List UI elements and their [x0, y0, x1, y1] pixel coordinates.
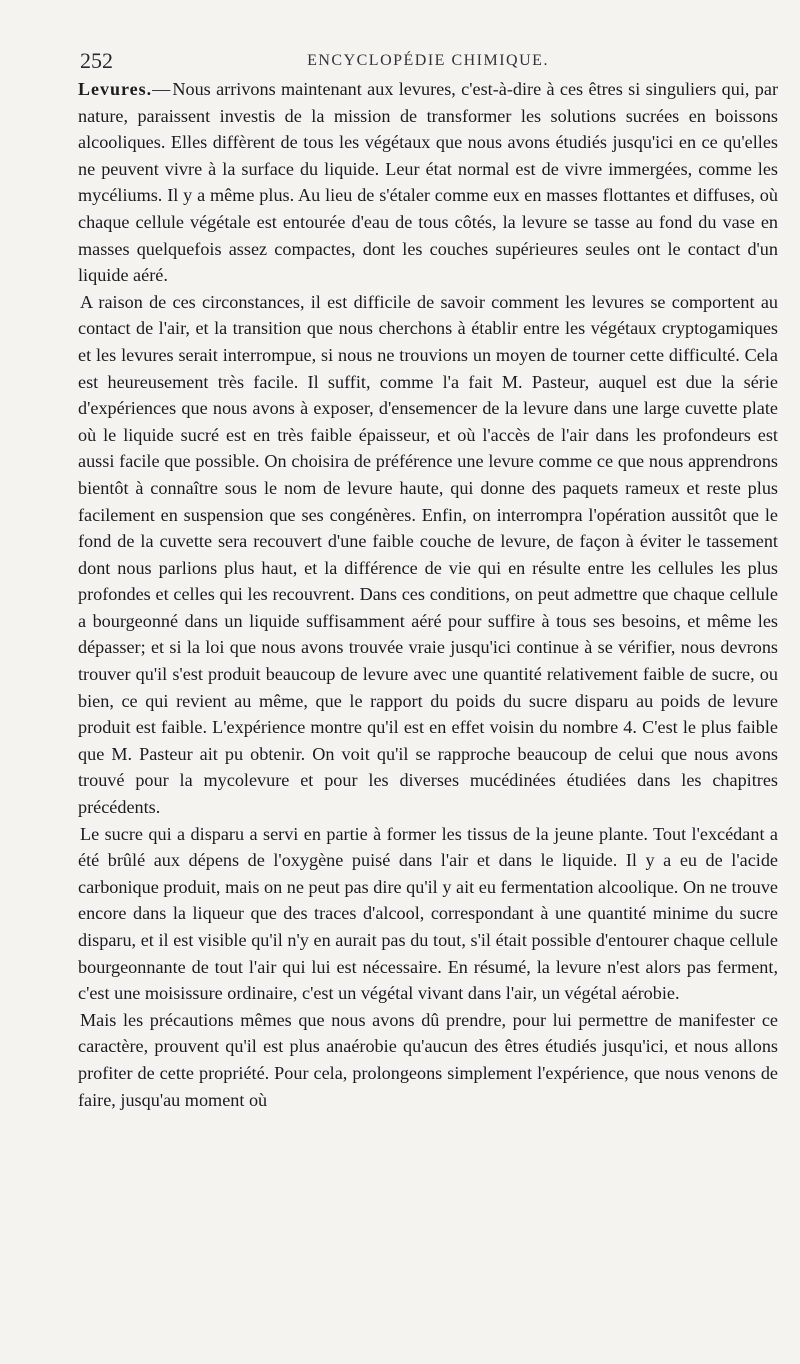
paragraph-1	[78, 76, 778, 289]
body-text	[78, 76, 778, 1113]
heading-dash: —	[152, 79, 171, 99]
paragraph-4: Mais les précautions mêmes que nous avons dû prendre, pour lui permettre de manifester ce caractère, prouvent qu'il est plus anaérobie qu'aucun des êtres étudiés jusqu'ici, et nous allons profiter de cette propriété. Pour cela, prolongeons simplement l'expérience, que nous venons de faire, jusqu'au moment où	[78, 1009, 778, 1110]
paragraph-1-text: Nous arrivons maintenant aux levures, c'est-à-dire à ces êtres si singuliers qui, par nature, paraissent investis de la mission de transformer les solutions sucrées en boissons alcooliques. Elles diffèrent de tous les végétaux que nous avons étudiés jusqu'ici en ce qu'elles ne peuvent vivre à la surface du liquide. Leur état normal est de vivre immergées, comme les mycéliums. Il y a même plus. Au lieu de s'étaler comme eux en masses flottantes et diffuses, où chaque cellule végétale est entourée d'eau de tous côtés, la levure se tasse au fond du vase en masses quelquefois assez compactes, dont les couches supérieures seules ont le contact d'un liquide aéré.	[78, 79, 778, 286]
paragraph-3: Le sucre qui a disparu a servi en partie à former les tissus de la jeune plante. Tout l'excédant a été brûlé aux dépens de l'oxygène puisé dans l'air et dans le liquide. Il y a eu de l'acide carbonique produit, mais on ne peut pas dire qu'il y ait eu fermentation alcoolique. On ne trouve encore dans la liqueur que des traces d'alcool, correspondant à une quantité minime du sucre disparu, et il est visible qu'il n'y en aurait pas du tout, s'il était possible d'entourer chaque cellule bourgeonnante de tout l'air qui lui est nécessaire. En résumé, la levure n'est alors pas ferment, c'est une moisissure ordinaire, c'est un végétal vivant dans l'air, un végétal aérobie.	[78, 823, 778, 1004]
paragraph-2: A raison de ces circonstances, il est difficile de savoir comment les levures se comportent au contact de l'air, et la transition que nous cherchons à établir entre les végétaux cryptogamiques et les levures serait interrompue, si nous ne trouvions un moyen de tourner cette difficulté. Cela est heureusement très facile. Il suffit, comme l'a fait M. Pasteur, auquel est due la série d'expériences que nous avons à exposer, d'ensemencer de la levure dans une large cuvette plate où le liquide sucré est en très faible épaisseur, et où l'accès de l'air dans les profondeurs est aussi facile que possible. On choisira de préférence une levure comme ce que nous apprendrons bientôt à connaître sous le nom de levure haute, qui donne des paquets rameux et reste plus facilement en suspension que ses congénères. Enfin, on interrompra l'opération aussitôt que le fond de la cuvette sera recouvert d'une faible couche de levure, de façon à éviter le tassement dont nous parlions plus haut, et la différence de vie qui en résulte entre les cellules les plus profondes et celles qui les recouvrent. Dans ces conditions, on peut admettre que chaque cellule a bourgeonné dans un liquide suffisamment aéré pour suffire à tous ses besoins, et même les dépasser; et si la loi que nous avons trouvée vraie jusqu'ici continue à se vérifier, nous devrons trouver qu'il s'est produit beaucoup de levure avec une quantité relativement faible de sucre, ou bien, ce qui revient au même, que le rapport du poids du sucre disparu au poids de levure produit est faible. L'expérience montre qu'il est en effet voisin du nombre 4. C'est le plus faible que M. Pasteur ait pu obtenir. On voit qu'il se rapproche beaucoup de celui que nous avons trouvé pour la mycolevure et pour les diverses mucédinées étudiées dans les chapitres précédents.	[78, 291, 778, 818]
running-head	[78, 46, 778, 76]
header-title: ENCYCLOPÉDIE CHIMIQUE.	[307, 52, 549, 69]
page-number: 252	[80, 48, 113, 73]
section-heading: Levures.	[78, 79, 153, 99]
